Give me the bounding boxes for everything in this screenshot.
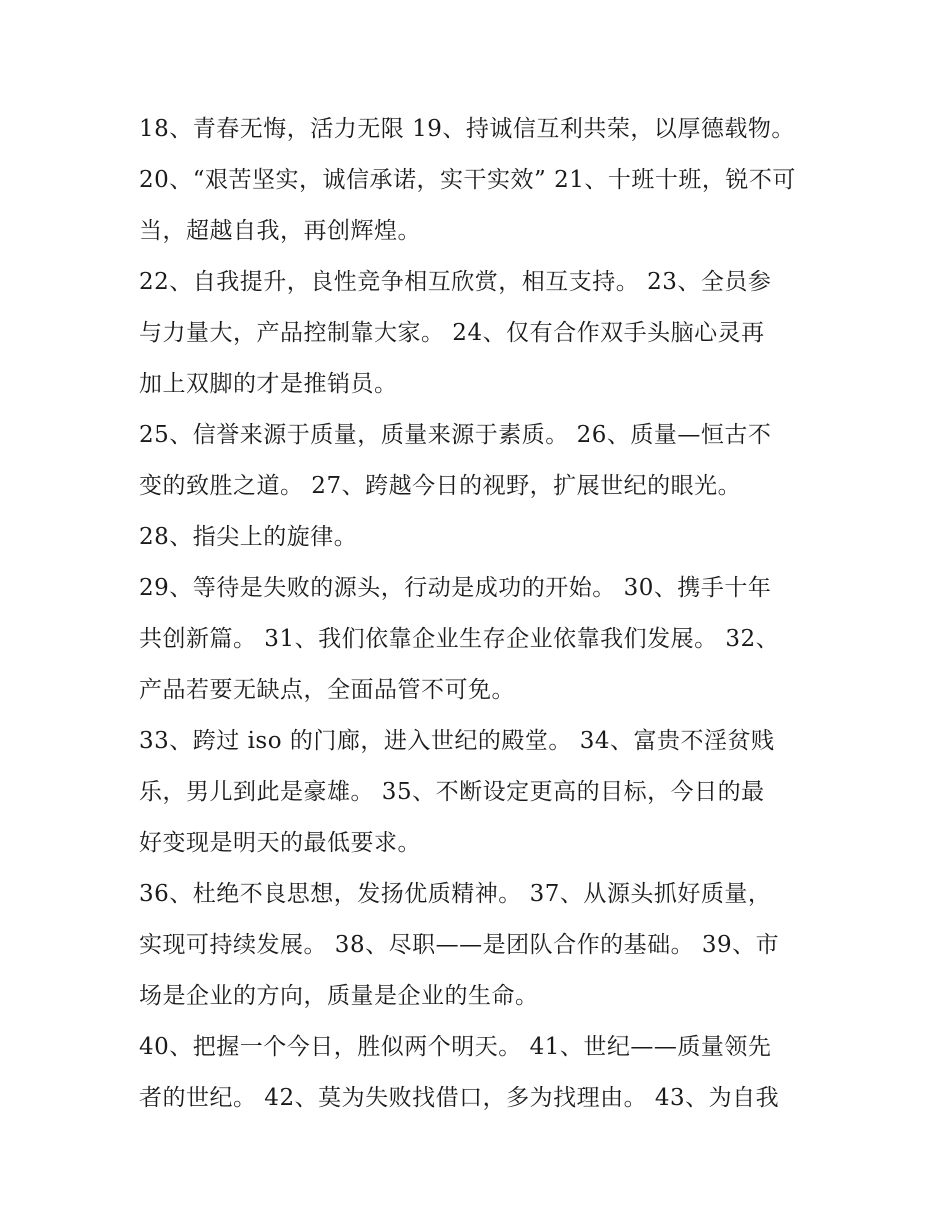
- text-line: 好变现是明天的最低要求。: [139, 830, 421, 856]
- text-line: 产品若要无缺点，全面品管不可免。: [139, 677, 515, 703]
- text-line: 共创新篇。 31、我们依靠企业生存企业依靠我们发展。 32、: [139, 626, 780, 652]
- text-line: 22、自我提升，良性竞争相互欣赏，相互支持。 23、全员参: [139, 269, 772, 295]
- text-line: 与力量大，产品控制靠大家。 24、仅有合作双手头脑心灵再: [139, 320, 765, 346]
- text-line: 乐，男儿到此是豪雄。 35、不断设定更高的目标，今日的最: [139, 779, 765, 805]
- text-line: 变的致胜之道。 27、跨越今日的视野，扩展世纪的眼光。: [139, 473, 742, 499]
- text-line: 36、杜绝不良思想，发扬优质精神。 37、从源头抓好质量，: [139, 881, 772, 907]
- text-line: 29、等待是失败的源头，行动是成功的开始。 30、携手十年: [139, 575, 772, 601]
- text-line: 25、信誉来源于质量，质量来源于素质。 26、质量—恒古不: [139, 422, 772, 448]
- text-line: 40、把握一个今日，胜似两个明天。 41、世纪——质量领先: [139, 1034, 772, 1060]
- text-line: 18、青春无悔，活力无限 19、持诚信互利共荣，以厚德载物。: [139, 116, 795, 142]
- text-line: 场是企业的方向，质量是企业的生命。: [139, 983, 539, 1009]
- text-line: 者的世纪。 42、莫为失败找借口，多为找理由。 43、为自我: [139, 1085, 780, 1111]
- text-line: 20、“艰苦坚实，诚信承诺，实干实效” 21、十班十班，锐不可: [139, 167, 796, 193]
- text-line: 28、指尖上的旋律。: [139, 524, 358, 550]
- text-line: 当，超越自我，再创辉煌。: [139, 218, 421, 244]
- text-line: 加上双脚的才是推销员。: [139, 371, 398, 397]
- document-body: [139, 110, 829, 1130]
- text-line: 实现可持续发展。 38、尽职——是团队合作的基础。 39、市: [139, 932, 780, 958]
- text-line: 33、跨过 iso 的门廊，进入世纪的殿堂。 34、富贵不淫贫贱: [139, 728, 775, 754]
